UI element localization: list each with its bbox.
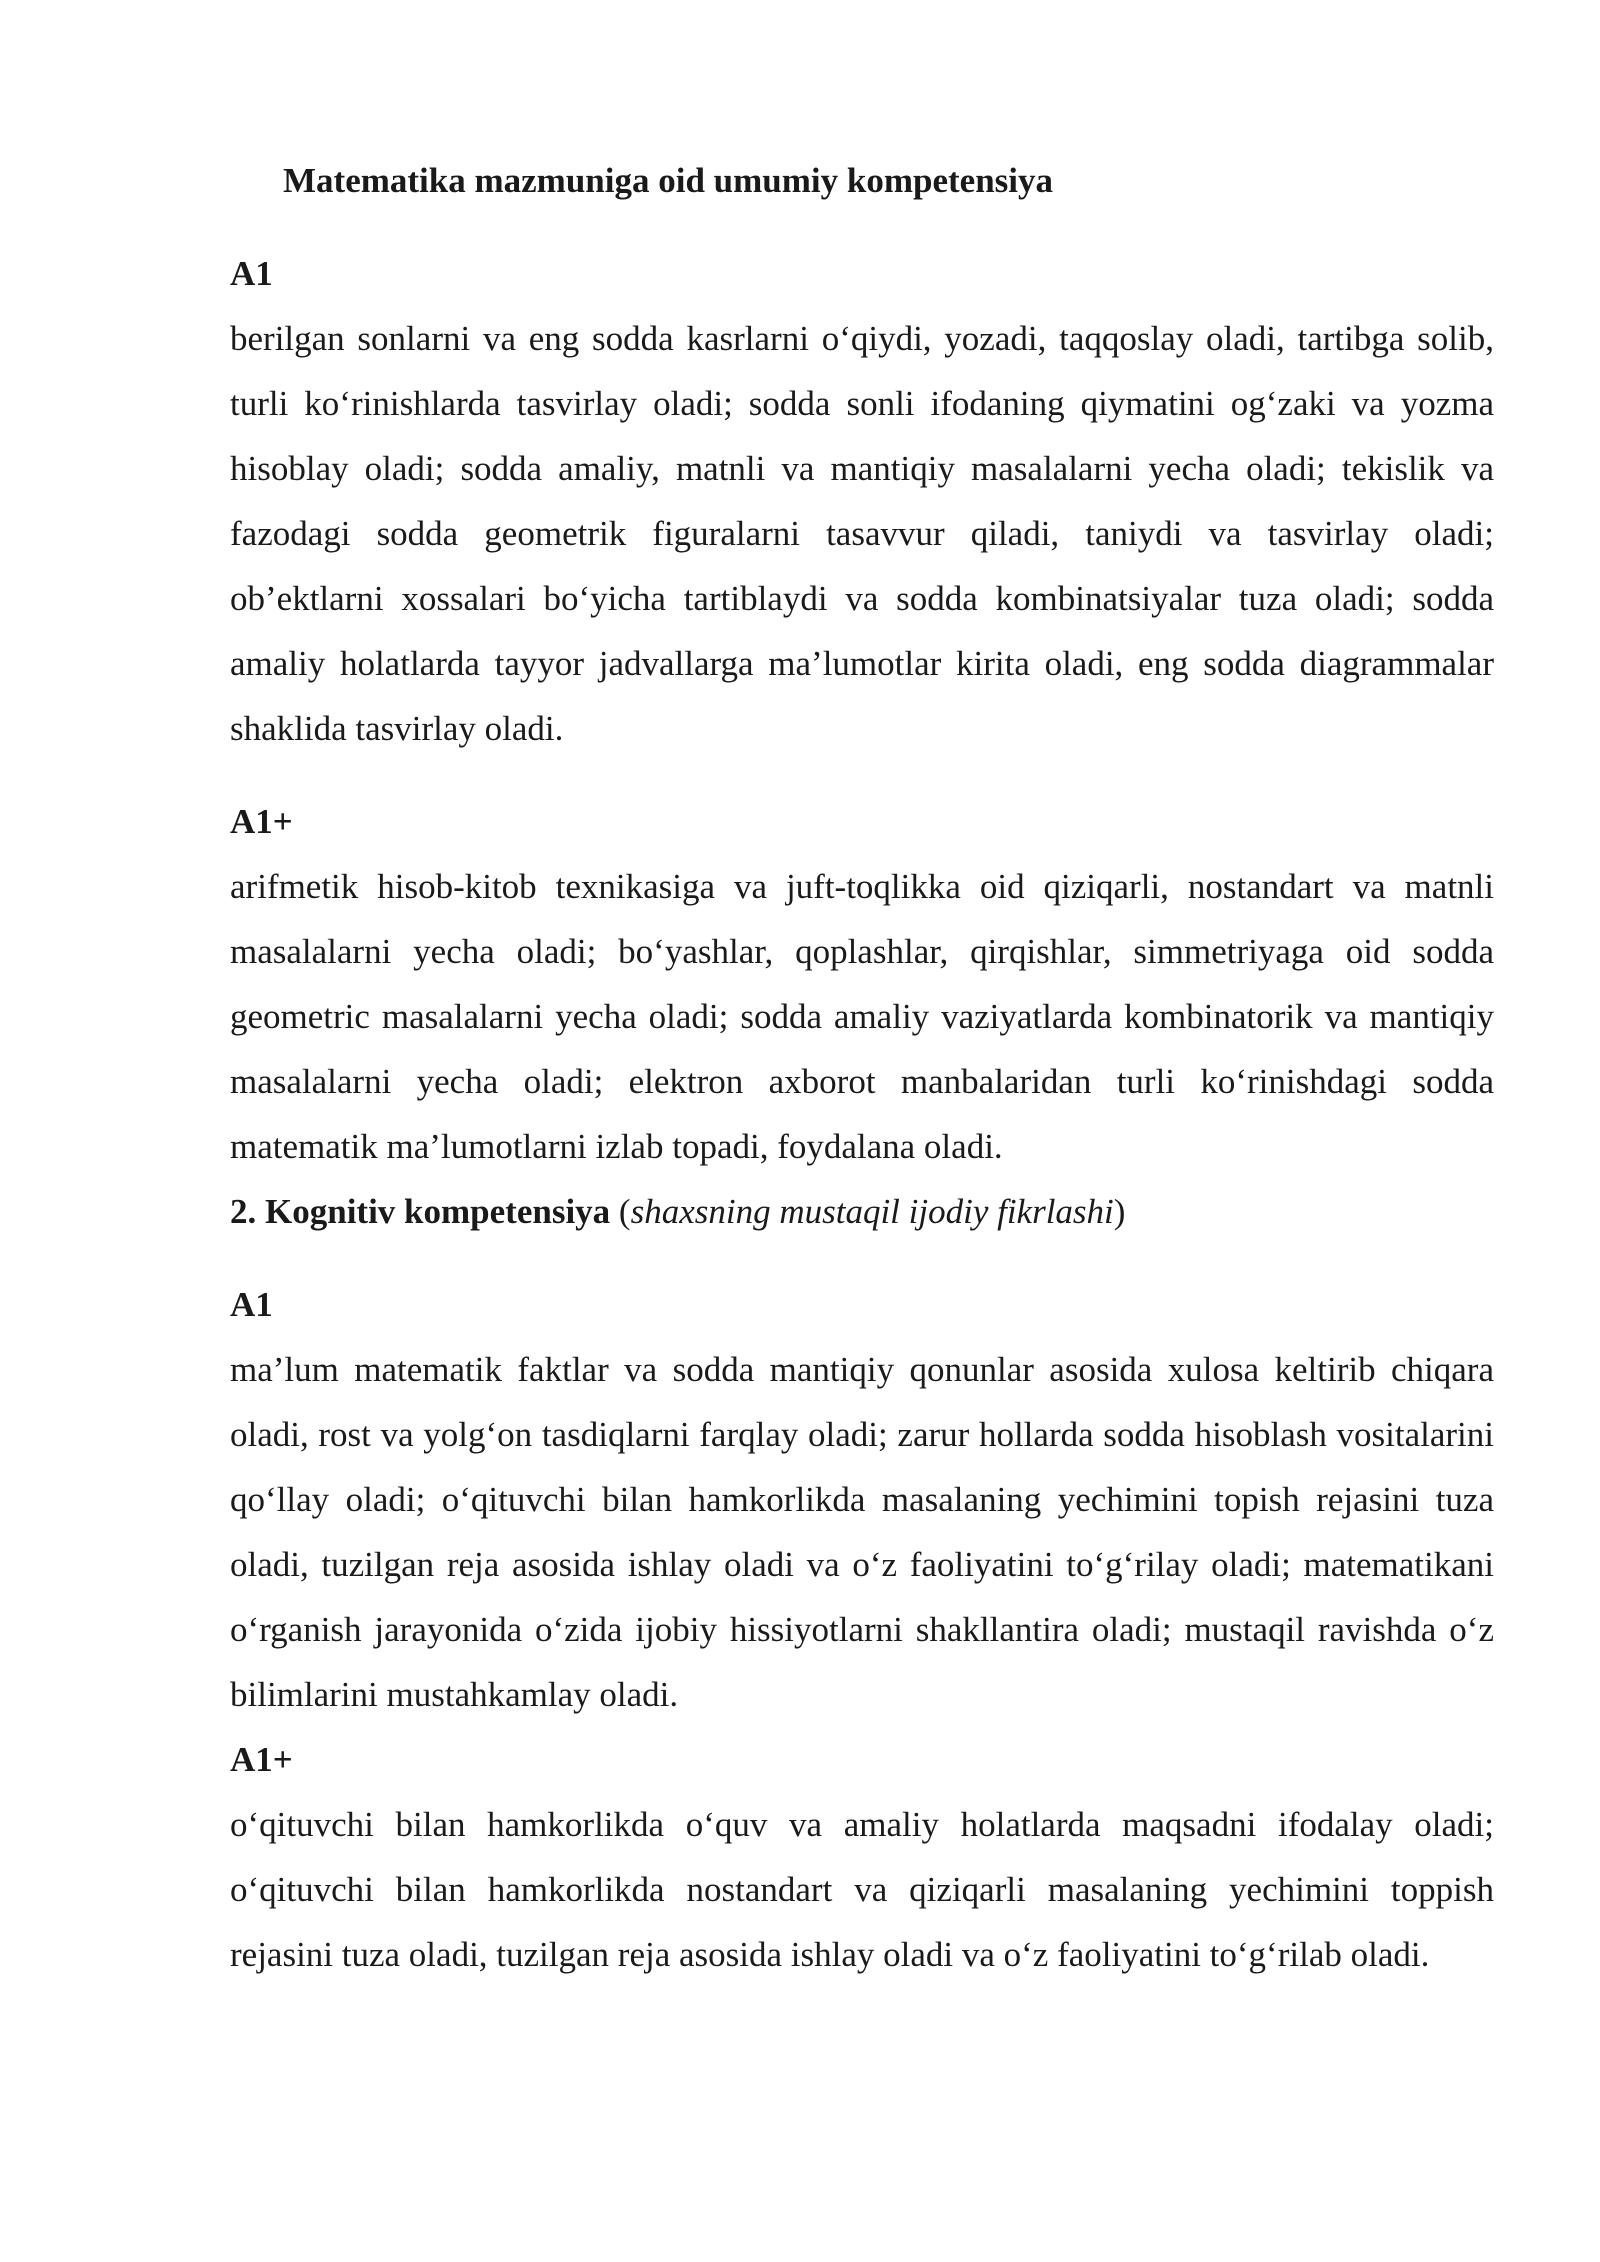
spacer	[230, 213, 1494, 241]
document-title: Matematika mazmuniga oid umumiy kompetensiya	[283, 161, 1053, 200]
spacer	[230, 761, 1494, 789]
level-heading-a1-plus: A1+	[230, 802, 293, 841]
level-heading-a1-plus-cognitive: A1+	[230, 1740, 293, 1779]
section-heading-bold: 2. Kognitiv kompetensiya	[230, 1192, 611, 1231]
section-heading-cognitive	[230, 1179, 1494, 1244]
spacer	[230, 1244, 1494, 1272]
paren-close: )	[1113, 1192, 1126, 1231]
paren-open: (	[610, 1192, 631, 1231]
paragraph-a1-plus-cognitive: o‘qituvchi bilan hamkorlikda o‘quv va amaliy holatlarda maqsadni ifodalay oladi; o‘qituvchi bilan hamkorlikda nostandart va qiziqarli masalaning yechimini toppish rejasini tuza oladi, tuzilgan reja asosida ishlay oladi va o‘z faoliyatini to‘g‘rilab oladi.	[230, 1805, 1494, 1974]
paragraph-a1-plus-math: arifmetik hisob-kitob texnikasiga va juft-toqlikka oid qiziqarli, nostandart va matnli masalalarni yecha oladi; bo‘yashlar, qoplashlar, qirqishlar, simmetriyaga oid sodda geometric masalalarni yecha oladi; sodda amaliy vaziyatlarda kombinatorik va mantiqiy masalalarni yecha oladi; elektron axborot manbalaridan turli ko‘rinishdagi sodda matematik ma’lumotlarni izlab topadi, foydalana oladi.	[230, 867, 1494, 1166]
paragraph-a1-math: berilgan sonlarni va eng sodda kasrlarni o‘qiydi, yozadi, taqqoslay oladi, tartibga solib, turli ko‘rinishlarda tasvirlay oladi; sodda sonli ifodaning qiymatini og‘zaki va yozma hisoblay oladi; sodda amaliy, matnli va mantiqiy masalalarni yecha oladi; tekislik va fazodagi sodda geometrik figuralarni tasavvur qiladi, taniydi va tasvirlay oladi; ob’ektlarni xossalari bo‘yicha tartiblaydi va sodda kombinatsiyalar tuza oladi; sodda amaliy holatlarda tayyor jadvallarga ma’lumotlar kirita oladi, eng sodda diagrammalar shaklida tasvirlay oladi.	[230, 319, 1494, 748]
document-page	[230, 148, 1494, 1987]
section-heading-italic: shaxsning mustaqil ijodiy fikrlashi	[630, 1192, 1114, 1231]
level-heading-a1-cognitive: A1	[230, 1285, 273, 1324]
paragraph-a1-cognitive: ma’lum matematik faktlar va sodda mantiqiy qonunlar asosida xulosa keltirib chiqara oladi, rost va yolg‘on tasdiqlarni farqlay oladi; zarur hollarda sodda hisoblash vositalarini qo‘llay oladi; o‘qituvchi bilan hamkorlikda masalaning yechimini topish rejasini tuza oladi, tuzilgan reja asosida ishlay oladi va o‘z faoliyatini to‘g‘rilay oladi; matematikani o‘rganish jarayonida o‘zida ijobiy hissiyotlarni shakllantira oladi; mustaqil ravishda o‘z bilimlarini mustahkamlay oladi.	[230, 1350, 1494, 1714]
level-heading-a1: A1	[230, 254, 273, 293]
